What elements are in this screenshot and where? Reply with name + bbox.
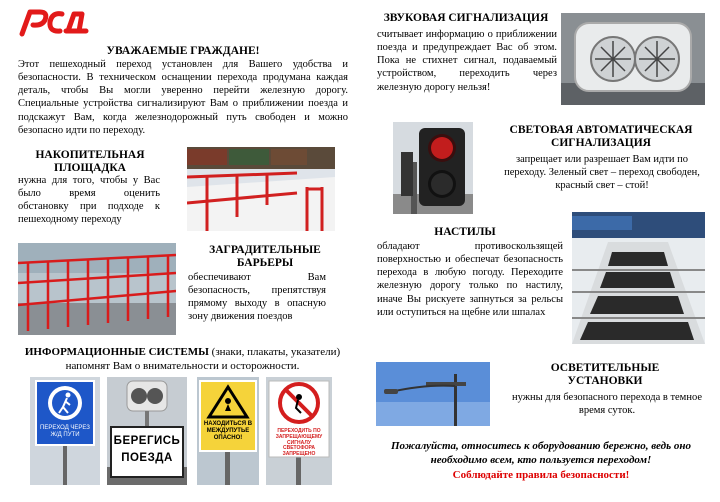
info-heading (20, 346, 345, 374)
lighting-photo (376, 362, 490, 426)
rzd-logo (16, 4, 94, 38)
lighting-text: нужны для безопасного перехода в темное время суток. (512, 392, 702, 417)
sound-device-photo (561, 13, 705, 105)
no-crossing-sign (266, 377, 332, 485)
info-text: (знаки, плакаты, указатели) напомнят Вам о внимательности и осторожности. (65, 346, 341, 372)
info-title: ИНФОРМАЦИОННЫЕ СИСТЕМЫ (24, 346, 209, 358)
beware-train-text: БЕРЕГИСЬ ПОЕЗДА (113, 435, 181, 465)
crossing-sign-text: ПЕРЕХОД ЧЕРЕЗ Ж/Д ПУТИ (40, 425, 90, 438)
footer-line2: Соблюдайте правила безопасности! (452, 468, 630, 481)
footer-line1: Пожалуйста, относитесь к оборудованию бережно, ведь оно необходимо всем, кто пользуется переходом! (391, 440, 691, 467)
intro-text: Этот пешеходный переход установлен для Вашего удобства и безопасности. В техническом оснащении перехода продумана каждая деталь, чтобы Вы могли уверенно перейти железную дорогу. Специальные устройства сигнализируют Вам о приближении поезда и подскажут Вам, когда железнодорожный путь свободен и можно безопасно идти по переходу. (18, 59, 348, 136)
decks-title: НАСТИЛЫ (434, 226, 496, 238)
crossing-sign (30, 377, 100, 485)
light-title: СВЕТОВАЯ АВТОМАТИЧЕСКАЯ СИГНАЛИЗАЦИЯ (509, 124, 693, 149)
decks-photo (572, 212, 705, 344)
beware-train-sign (107, 377, 187, 485)
footer-note (382, 439, 700, 482)
platform-text: нужна для того, чтобы у Вас было время оценить обстановку при подходе к пешеходному переходу (18, 175, 160, 226)
platform-photo (187, 147, 335, 231)
platform-title: НАКОПИТЕЛЬНАЯ ПЛОЩАДКА (35, 149, 145, 174)
intro-title: УВАЖАЕМЫЕ ГРАЖДАНЕ! (106, 45, 260, 57)
barriers-photo (18, 243, 176, 335)
sound-text: считывает информацию о приближении поезда и предупреждает Вас об этом. Пока не стихнет сигнал, подаваемый устройством, переходить через железную дорогу нельзя! (377, 29, 557, 93)
light-text: запрещает или разрешает Вам идти по переходу. Зеленый свет – переход свободен, красный свет – стой! (504, 154, 700, 192)
danger-zone-sign (197, 377, 259, 485)
danger-zone-text: НАХОДИТЬСЯ В МЕЖДУПУТЬЕ ОПАСНО! (203, 421, 253, 441)
lighting-title: ОСВЕТИТЕЛЬНЫЕ УСТАНОВКИ (550, 362, 660, 387)
barriers-text: обеспечивают Вам безопасность, препятствуя прямому выходу в опасную зону движения поездов (188, 272, 326, 323)
no-crossing-text: ПЕРЕХОДИТЬ ПО ЗАПРЕЩАЮЩЕМУ СИГНАЛУ СВЕТОФОРА ЗАПРЕЩЕНО (275, 428, 323, 457)
traffic-light-photo (393, 122, 473, 214)
sound-title: ЗВУКОВАЯ СИГНАЛИЗАЦИЯ (383, 12, 549, 24)
decks-text: обладают противоскользящей поверхностью и обеспечат безопасность перехода в любую погоду. Переходите железную дорогу только по настилу, иначе Вы рискуете запнуться за рельсы или оступиться на щебне или шпалах (377, 241, 563, 318)
barriers-title: ЗАГРАДИТЕЛЬНЫЕ БАРЬЕРЫ (209, 244, 321, 269)
